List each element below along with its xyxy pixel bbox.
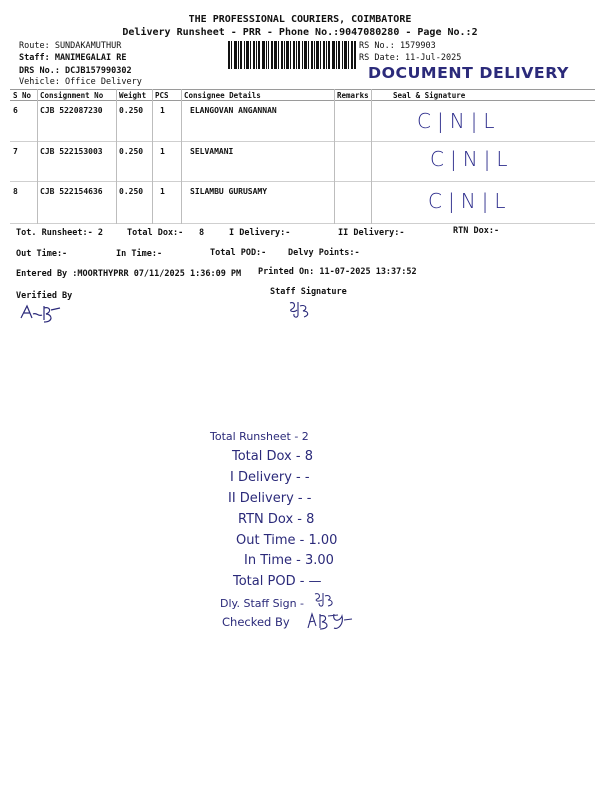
runsheet-subtitle: Delivery Runsheet - PRR - Phone No.:9047080280 - Page No.:2 [122,27,478,38]
table-row-sno: 6 [13,106,18,115]
staff-signature-label: Staff Signature [270,287,347,297]
col-consignment: Consignment No [40,91,104,100]
staff-label: Staff: MANIMEGALAI RE [19,53,127,63]
note-in-time: In Time - 3.00 [244,553,334,568]
verified-signature-icon [18,302,64,324]
note-checked-by: Checked By [222,615,290,629]
drs-number: DRS No.: DCJB157990302 [19,66,132,76]
note-staff-sign: Dly. Staff Sign - [220,597,305,610]
note-staff-signature-icon [312,590,336,608]
table-row-pcs: 1 [160,106,165,115]
printed-on: Printed On: 11-07-2025 13:37:52 [258,267,417,277]
entered-by: Entered By :MOORTHYPRR 07/11/2025 1:36:09 PM [16,269,242,279]
table-row-weight: 0.250 [119,147,144,156]
cnl-signature: C|N|L [430,147,514,171]
rs-number: RS No.: 1579903 [359,41,436,51]
company-title: THE PROFESSIONAL COURIERS, COIMBATORE [188,14,412,25]
route-label: Route: SUNDAKAMUTHUR [19,41,122,51]
note-total-dox: Total Dox - 8 [232,449,313,464]
note-i-delivery: I Delivery - - [230,470,310,485]
table-row-sno: 8 [13,187,18,196]
ii-delivery: II Delivery:- [338,228,405,238]
col-seal: Seal & Signature [393,91,466,100]
total-pod: Total POD:- [210,248,267,258]
cnl-signature: C|N|L [428,189,512,213]
total-dox-label: Total Dox:- [127,228,184,238]
verified-by: Verified By [16,291,73,301]
col-weight: Weight [119,91,147,100]
table-row-sno: 7 [13,147,18,156]
note-out-time: Out Time - 1.00 [236,533,338,548]
table-row-consignee: ELANGOVAN ANGANNAN [190,106,277,115]
col-sno: S No [13,91,32,100]
staff-signature-icon [286,299,312,319]
col-consignee: Consignee Details [184,91,261,100]
table-row-weight: 0.250 [119,106,144,115]
table-row-pcs: 1 [160,187,165,196]
document-delivery-stamp: DOCUMENT DELIVERY [368,64,569,82]
delvy-points: Delvy Points:- [288,248,360,258]
col-pcs: PCS [155,91,169,100]
note-total-runsheet: Total Runsheet - 2 [210,430,309,443]
table-row-consignment: CJB 522154636 [40,187,103,196]
rtn-dox: RTN Dox:- [453,226,500,236]
note-total-pod: Total POD - — [233,574,322,589]
note-ii-delivery: II Delivery - - [228,491,312,506]
table-row-consignment: CJB 522087230 [40,106,103,115]
note-checked-signature-icon [304,610,354,632]
rs-date: RS Date: 11-Jul-2025 [359,53,462,63]
table-row-pcs: 1 [160,147,165,156]
runsheet-table [10,89,595,224]
total-dox-value: 8 [199,228,205,238]
in-time: In Time:- [116,249,163,259]
table-row-consignee: SILAMBU GURUSAMY [190,187,268,196]
col-remarks: Remarks [337,91,369,100]
table-row-consignee: SELVAMANI [190,147,234,156]
table-row-consignment: CJB 522153003 [40,147,103,156]
cnl-signature: C|N|L [417,109,501,133]
out-time: Out Time:- [16,249,68,259]
table-row-weight: 0.250 [119,187,144,196]
vehicle-label: Vehicle: Office Delivery [19,77,142,87]
i-delivery: I Delivery:- [229,228,291,238]
tot-runsheet: Tot. Runsheet:- 2 [16,228,103,238]
barcode-icon [228,41,356,69]
note-rtn-dox: RTN Dox - 8 [238,512,315,527]
